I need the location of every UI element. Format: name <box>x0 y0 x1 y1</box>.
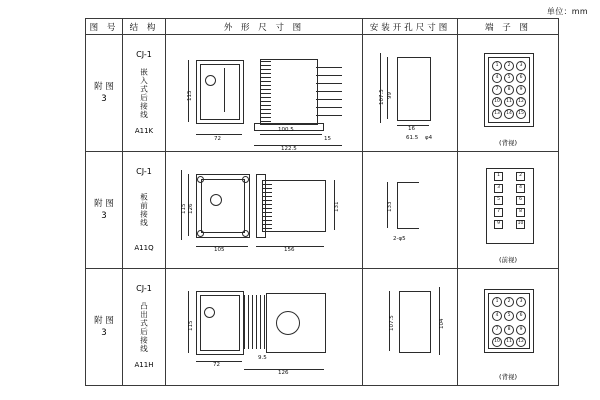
dim-126: 126 <box>188 203 194 214</box>
front-view-inner <box>201 179 245 233</box>
structure-code: A11H <box>134 361 154 369</box>
terminal-pin: 2 <box>504 297 514 307</box>
dim-9-5: 9.5 <box>258 355 267 361</box>
structure-code: A11K <box>134 127 154 135</box>
table-row <box>86 35 559 152</box>
figure-number: 3 <box>101 94 107 104</box>
dim-72: 72 <box>214 136 221 142</box>
side-pin-2 <box>316 75 342 76</box>
terminal-pin: 5 <box>504 73 514 83</box>
terminal-pin: 1 <box>492 61 502 71</box>
header-terminal-diagram: 端 子 图 <box>458 19 559 35</box>
structure-cell <box>123 269 166 386</box>
mount-hole-bl <box>197 230 204 237</box>
unit-note: 单位：mm <box>546 7 588 16</box>
terminal-pin: 4 <box>492 73 502 83</box>
structure-description: 凸出式后接线 <box>139 301 149 353</box>
figure-number: 3 <box>101 211 107 221</box>
dim-156: 156 <box>284 247 295 253</box>
hole-drawing-cell <box>363 269 458 386</box>
side-pin-3 <box>316 83 342 84</box>
terminal-pin: 12 <box>516 97 526 107</box>
front-view-divider <box>224 68 225 112</box>
terminal-pin: 12 <box>516 337 526 347</box>
outline-drawing-a11k <box>166 35 362 151</box>
terminal-caption: (前视) <box>498 256 518 264</box>
terminal-pin: 2 <box>504 61 514 71</box>
terminal-cell <box>458 35 559 152</box>
hole-dim-107-5: 107.5 <box>379 89 385 105</box>
side-flange <box>256 174 266 238</box>
hole-dim-16: 16 <box>408 126 415 132</box>
table-header-row <box>86 19 559 35</box>
side-pin-1 <box>316 67 342 68</box>
hole-dim-99: 99 <box>387 92 393 99</box>
hole-dim-61-5: 61.5 <box>406 135 419 141</box>
comb-hatch <box>244 295 266 349</box>
table-row <box>86 152 559 269</box>
structure-code: A11Q <box>134 244 154 252</box>
spec-table <box>85 18 559 386</box>
terminal-pin: 9 <box>516 85 526 95</box>
terminal-pin: 6 <box>516 311 526 321</box>
front-view-knob <box>205 75 216 86</box>
dim-line-72 <box>196 134 242 135</box>
terminal-pin: 7 <box>492 85 502 95</box>
hole-drawing-a11h <box>363 269 457 385</box>
hole-outline <box>399 291 431 353</box>
terminal-pin: 4 <box>516 184 525 193</box>
terminal-cell <box>458 152 559 269</box>
dim-126: 126 <box>278 370 289 376</box>
figure-label: 附 图 <box>94 82 114 92</box>
side-view-hatch <box>261 60 271 122</box>
dim-72: 72 <box>213 362 220 368</box>
terminal-caption: (背视) <box>498 373 518 381</box>
dim-100-5: 100.5 <box>278 127 294 133</box>
header-figure-number: 图 号 <box>86 19 123 35</box>
terminal-diagram-a11k <box>458 35 558 151</box>
header-outline-dimensions: 外 形 尺 寸 图 <box>166 19 363 35</box>
dim-line-1005 <box>260 134 322 135</box>
outline-drawing-a11h <box>166 269 362 385</box>
side-pin-5 <box>316 99 342 100</box>
outline-drawing-cell <box>166 269 363 386</box>
terminal-pin: 1 <box>492 297 502 307</box>
hole-dim-line-v1 <box>387 57 388 119</box>
outline-drawing-cell <box>166 35 363 152</box>
terminal-pin: 14 <box>504 109 514 119</box>
figure-number-cell <box>86 35 123 152</box>
terminal-pin: 4 <box>492 311 502 321</box>
hole-bottom-line <box>397 228 419 229</box>
terminal-pin: 11 <box>504 337 514 347</box>
dim-115: 115 <box>188 320 194 331</box>
terminal-pin: 9 <box>516 325 526 335</box>
figure-label: 附 图 <box>94 316 114 326</box>
hole-dim-2-phi5: 2-φ5 <box>393 236 406 242</box>
dim-115: 115 <box>181 203 187 214</box>
terminal-pin: 10 <box>516 220 525 229</box>
terminal-pin: 8 <box>516 208 525 217</box>
terminal-pin: 5 <box>504 311 514 321</box>
hole-dim-104: 104 <box>439 318 445 329</box>
front-view-inner <box>200 295 240 351</box>
hole-left-line <box>397 182 398 228</box>
side-pin-4 <box>316 91 342 92</box>
hole-drawing-cell <box>363 152 458 269</box>
table-row <box>86 269 559 386</box>
dim-122-5: 122.5 <box>281 146 297 152</box>
terminal-pin: 7 <box>494 208 503 217</box>
structure-cell <box>123 152 166 269</box>
side-view-circle <box>276 311 300 335</box>
hole-drawing-a11k <box>363 35 457 151</box>
mount-hole-tr <box>242 176 249 183</box>
terminal-pin: 2 <box>516 172 525 181</box>
terminal-pin: 10 <box>492 337 502 347</box>
model-name: CJ-1 <box>136 167 152 176</box>
terminal-pin: 11 <box>504 97 514 107</box>
terminal-pin: 5 <box>494 196 503 205</box>
terminal-pin: 15 <box>516 109 526 119</box>
terminal-pin: 6 <box>516 73 526 83</box>
terminal-pin: 3 <box>494 184 503 193</box>
mount-hole-br <box>242 230 249 237</box>
dim-105: 105 <box>214 247 225 253</box>
front-view-knob <box>210 194 222 206</box>
model-name: CJ-1 <box>136 50 152 59</box>
header-structure: 结 构 <box>123 19 166 35</box>
dim-15: 15 <box>324 136 331 142</box>
hole-drawing-a11q <box>363 152 457 268</box>
hole-dim-107-5: 107.5 <box>389 315 395 331</box>
terminal-pin: 9 <box>494 220 503 229</box>
terminal-pin: 10 <box>492 97 502 107</box>
terminal-pin: 3 <box>516 297 526 307</box>
terminal-pin: 13 <box>492 109 502 119</box>
structure-cell <box>123 35 166 152</box>
terminal-pin: 6 <box>516 196 525 205</box>
dim-line-1225 <box>254 145 342 146</box>
terminal-pin: 8 <box>504 325 514 335</box>
hole-dim-phi4: φ4 <box>425 135 433 141</box>
side-pin-6 <box>316 107 342 108</box>
side-pin-7 <box>316 115 342 116</box>
terminal-pin: 7 <box>492 325 502 335</box>
mount-hole-tl <box>197 176 204 183</box>
figure-number-cell <box>86 269 123 386</box>
figure-number: 3 <box>101 328 107 338</box>
hole-outline <box>397 57 431 121</box>
terminal-caption: (背视) <box>498 139 518 147</box>
model-name: CJ-1 <box>136 284 152 293</box>
hole-top-line <box>397 182 419 183</box>
front-view-knob <box>204 307 215 318</box>
front-view-inner <box>200 64 240 120</box>
terminal-diagram-a11h <box>458 269 558 385</box>
structure-description: 嵌入式后接线 <box>139 67 149 119</box>
hole-dim-line-v2 <box>380 53 381 123</box>
dim-131: 131 <box>334 201 340 212</box>
hole-drawing-cell <box>363 35 458 152</box>
header-mounting-hole: 安装开孔尺寸图 <box>363 19 458 35</box>
terminal-pin: 8 <box>504 85 514 95</box>
dim-115: 115 <box>187 90 193 101</box>
terminal-pin: 3 <box>516 61 526 71</box>
figure-label: 附 图 <box>94 199 114 209</box>
outline-drawing-a11q <box>166 152 362 268</box>
terminal-diagram-a11q <box>458 152 558 268</box>
structure-description: 板前接线 <box>139 193 149 227</box>
terminal-pin: 1 <box>494 172 503 181</box>
hole-dim-133: 133 <box>387 201 393 212</box>
terminal-cell <box>458 269 559 386</box>
outline-drawing-cell <box>166 152 363 269</box>
figure-number-cell <box>86 152 123 269</box>
